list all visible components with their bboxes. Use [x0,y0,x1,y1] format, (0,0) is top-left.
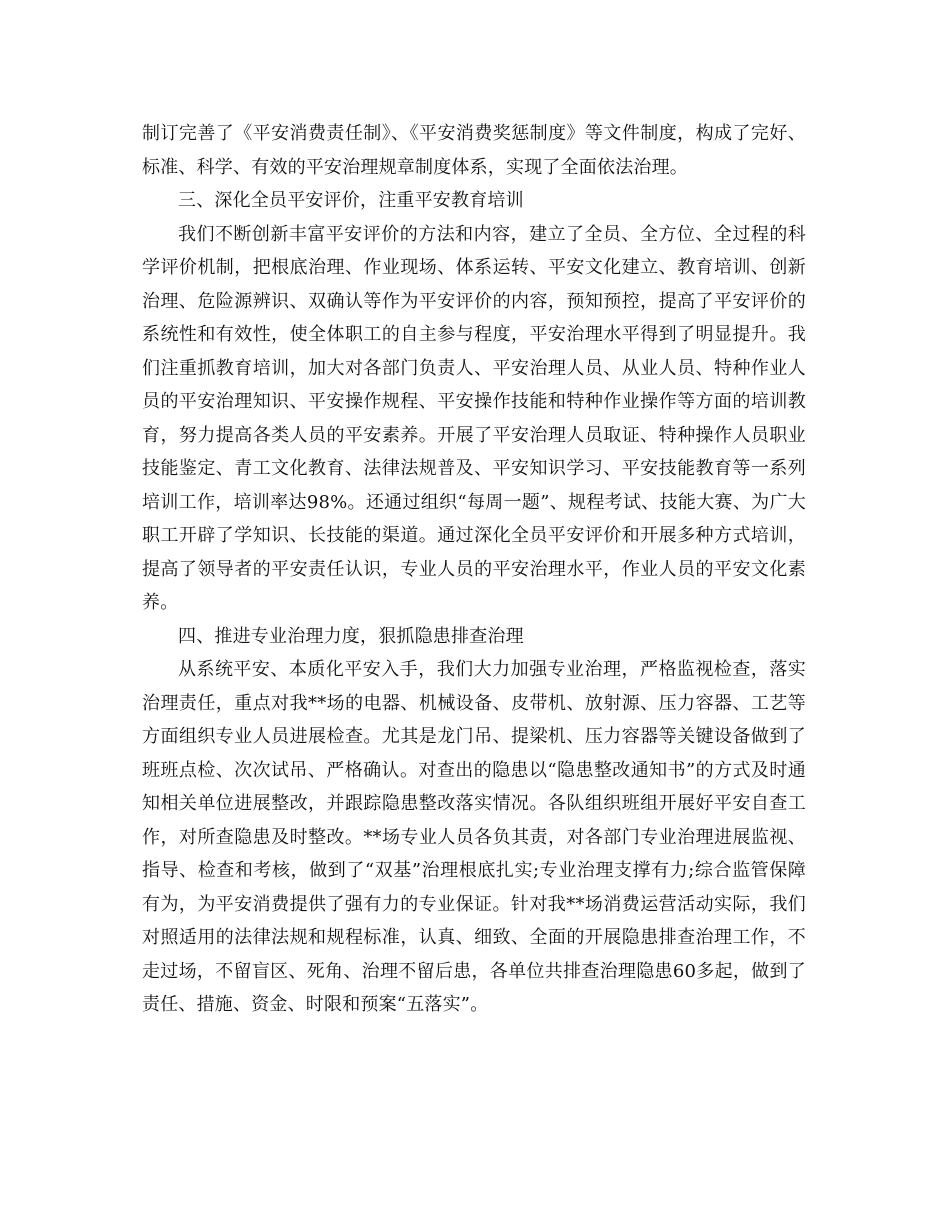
section-heading-4: 四、推进专业治理力度，狠抓隐患排查治理 [178,625,524,647]
section-heading-3: 三、深化全员平安评价，注重平安教育培训 [178,190,524,211]
paragraph-continued: 制订完善了《平安消费责任制》、《平安消费奖惩制度》等文件制度，构成了完好、标准、科学、有效的平安治理规章制度体系，实现了全面依法治理。 [142,123,806,178]
document-body [142,117,806,1022]
paragraph-hazard-inspection: 从系统平安、本质化平安入手，我们大力加强专业治理，严格监视检查，落实治理责任，重点对我**场的电器、机械设备、皮带机、放射源、压力容器、工艺等方面组织专业人员进展检查。尤其是龙门吊、提梁机、压力容器等关键设备做到了班班点检、次次试吊、严格确认。对查出的隐患以“隐患整改通知书”的方式及时通知相关单位进展整改，并跟踪隐患整改落实情况。各队组织班组开展好平安自查工作，对所查隐患及时整改。**场专业人员各负其责，对各部门专业治理进展监视、指导、检查和考核，做到了“双基”治理根底扎实;专业治理支撑有力;综合监管保障有为，为平安消费提供了强有力的专业保证。针对我**场消费运营活动实际，我们对照适用的法律法规和规程标准，认真、细致、全面的开展隐患排查治理工作，不走过场，不留盲区、死角、治理不留后患，各单位共排查治理隐患60多起，做到了责任、措施、资金、时限和预案“五落实”。 [142,659,806,1015]
paragraph-safety-evaluation: 我们不断创新丰富平安评价的方法和内容，建立了全员、全方位、全过程的科学评价机制，把根底治理、作业现场、体系运转、平安文化建立、教育培训、创新治理、危险源辨识、双确认等作为平安评价的内容，预知预控，提高了平安评价的系统性和有效性，使全体职工的自主参与程度，平安治理水平得到了明显提升。我们注重抓教育培训，加大对各部门负责人、平安治理人员、从业人员、特种作业人员的平安治理知识、平安操作规程、平安操作技能和特种作业操作等方面的培训教育，努力提高各类人员的平安素养。开展了平安治理人员取证、特种操作人员职业技能鉴定、青工文化教育、法律法规普及、平安知识学习、平安技能教育等一系列培训工作，培训率达98%。还通过组织“每周一题”、规程考试、技能大赛、为广大职工开辟了学知识、长技能的渠道。通过深化全员平安评价和开展多种方式培训，提高了领导者的平安责任认识，专业人员的平安治理水平，作业人员的平安文化素养。 [142,223,806,613]
